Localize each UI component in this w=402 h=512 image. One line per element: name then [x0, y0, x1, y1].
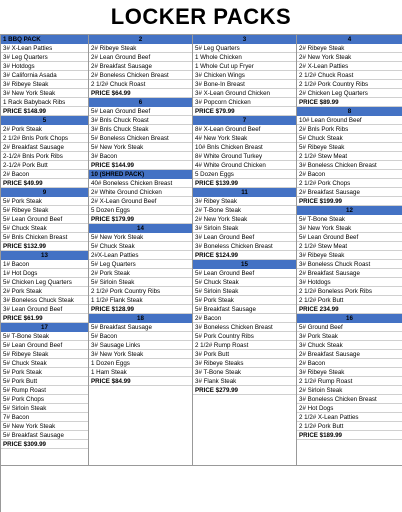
pack-header: 10 (SHRED PACK) — [89, 170, 192, 179]
pack-item: 3# Boneless Chicken Breast — [193, 323, 296, 332]
pack-item: 2 1/2# Stew Meat — [297, 242, 402, 251]
pack-item: 3# Leg Quarters — [1, 53, 88, 62]
pack-item: 5# Chuck Steak — [1, 224, 88, 233]
pack-item: 10# Lean Ground Beef — [297, 116, 402, 125]
pack-item: 5# Bacon — [89, 332, 192, 341]
pack-item: 2 1/2# Stew Meat — [297, 152, 402, 161]
pack-item: 2# New York Steak — [297, 53, 402, 62]
pack-item: 2# White Ground Chicken — [89, 188, 192, 197]
pack-header: 3 — [193, 35, 296, 44]
pack-item: 4# New York Steak — [193, 134, 296, 143]
pack-item: 2# Bacon — [297, 359, 402, 368]
pack-item: 5# Lean Ground Beef — [1, 215, 88, 224]
pack-header: 2 — [89, 35, 192, 44]
pack-item: 3# Lean Ground Beef — [1, 305, 88, 314]
pack-item: 2# Ribeye Steak — [297, 44, 402, 53]
pack-price: PRICE $49.99 — [1, 179, 88, 188]
pack-item: 5# Sirloin Steak — [89, 278, 192, 287]
pack-item: 5# Pork Butt — [1, 377, 88, 386]
pack-header: 11 — [193, 188, 296, 197]
pack-item: 2# Sirloin Steak — [297, 386, 402, 395]
pack-price: PRICE $124.99 — [193, 251, 296, 260]
pack-item: 5# Chuck Steak — [297, 134, 402, 143]
pack-3 — [193, 35, 296, 116]
pack-item: 3# X-Lean Patties — [1, 44, 88, 53]
pack-item: 3# Bacon — [89, 152, 192, 161]
pack-item: 1 Rack Babyback Ribs — [1, 98, 88, 107]
pack-12 — [297, 206, 402, 278]
pack-item: 3# T-Bone Steak — [193, 368, 296, 377]
pack-item: 5# Pork Steak — [1, 197, 88, 206]
pack-item: 2# Bacon — [1, 170, 88, 179]
pack-item: 7# Bacon — [1, 413, 88, 422]
pack-item: 5# Boneless Chicken Breast — [89, 134, 192, 143]
pack-header: 9 — [1, 188, 88, 197]
pack-item: 1 1/2# Flank Steak — [89, 296, 192, 305]
pack-item: 2# T-Bone Steak — [193, 206, 296, 215]
pack-header: 13 — [1, 251, 88, 260]
pack-price: PRICE $64.99 — [89, 89, 192, 98]
pack-item: 3# X-Lean Ground Chicken — [193, 89, 296, 98]
pack-header: 15 — [193, 260, 296, 269]
pack-16 — [297, 314, 402, 440]
pack-item: 3# Ribeye Steaks — [193, 359, 296, 368]
pack-item: 2# Boneless Chicken Breast — [89, 71, 192, 80]
pack-item: 3# Boneless Chicken Breast — [297, 395, 402, 404]
pack-item: 2-1/2# Pork Butt — [1, 161, 88, 170]
pack-item: 2# Breakfast Sausage — [89, 62, 192, 71]
pack-item: 5 Dozen Eggs — [193, 170, 296, 179]
pack-item: 10# Bnls Chicken Breast — [193, 143, 296, 152]
pack-item: 5# Chuck Steak — [1, 359, 88, 368]
pack-header: 14 — [89, 224, 192, 233]
pack-item: 2 1/2# Pork Chops — [297, 179, 402, 188]
pack-item: 2 1/2# Boneless Pork Ribs — [297, 287, 402, 296]
pack-item: 8# X-Lean Ground Beef — [193, 125, 296, 134]
pack-item: 5# Pork Country Ribs — [193, 332, 296, 341]
pack-item: 3# New York Steak — [1, 89, 88, 98]
pack-item: 1 Whole Chicken — [193, 53, 296, 62]
pack-item: 3# Bnls Chuck Roast — [89, 116, 192, 125]
pack-item: 2# Bnls Pork Ribs — [297, 125, 402, 134]
pack-item: 2 1/2# Chuck Roast — [297, 71, 402, 80]
pack-item: 5# T-Bone Steak — [1, 332, 88, 341]
pack-item: 3# Ribey Steak — [193, 197, 296, 206]
pack-item: 5# Lean Ground Beef — [89, 107, 192, 116]
pack-item: 4# White Ground Chicken — [193, 161, 296, 170]
pack-item: 5# Breakfast Sausage — [89, 323, 192, 332]
pack-item: 2#X-Lean Patties — [89, 251, 192, 260]
pack-price: PRICE $199.99 — [297, 197, 402, 206]
column-2 — [89, 35, 193, 466]
pack-item: 2# Chicken Leg Quarters — [297, 89, 402, 98]
pack-price: PRICE $61.99 — [1, 314, 88, 323]
pack-price: PRICE $148.99 — [1, 107, 88, 116]
pack-item: 2 1/2# Pork Butt — [297, 422, 402, 431]
pack-item: 5 Dozen Eggs — [89, 206, 192, 215]
pack-header: 16 — [297, 314, 402, 323]
pack-item: 2 1/2# X-Lean Patties — [297, 413, 402, 422]
pack-header: 7 — [193, 116, 296, 125]
pack-item: 2 1/2# Bnls Pork Chops — [1, 134, 88, 143]
pack-item: 3# Pork Butt — [193, 350, 296, 359]
pack-header: 12 — [297, 206, 402, 215]
pack-item: 5# Bnls Chicken Breast — [1, 233, 88, 242]
pack-price: PRICE $144.99 — [89, 161, 192, 170]
pack-item: 3# Bnls Chuck Steak — [89, 125, 192, 134]
pack-17 — [1, 323, 88, 449]
pack-item: 3# Bone-In Breast — [193, 80, 296, 89]
pack-item: 3# Sirloin Steak — [193, 224, 296, 233]
pack-1 — [1, 35, 88, 116]
pack-price: PRICE $84.99 — [89, 377, 192, 386]
pack-item: 5# Leg Quarters — [193, 44, 296, 53]
pack-item: 2 1/2# Rump Roast — [193, 341, 296, 350]
pack-item: 2# X-Lean Ground Beef — [89, 197, 192, 206]
pack-price: PRICE $189.99 — [297, 431, 402, 440]
pack-item: 3# Hotdogs — [297, 278, 402, 287]
pack-item: 5# Ribeye Steak — [1, 350, 88, 359]
pack-item: 3# New York Steak — [89, 350, 192, 359]
pack-7 — [193, 116, 296, 188]
pack-header: 6 — [89, 98, 192, 107]
pack-item: 5# Pork Steak — [1, 368, 88, 377]
pack-item: 2# Bacon — [297, 170, 402, 179]
pack-item: 2 1/2# Rump Roast — [297, 377, 402, 386]
pack-item: 2# Hot Dogs — [297, 404, 402, 413]
pack-price: PRICE $309.99 — [1, 440, 88, 449]
locker-packs-grid — [0, 34, 402, 512]
pack-header: 5 — [1, 116, 88, 125]
pack-price: PRICE $139.99 — [193, 179, 296, 188]
pack-item: 2# Breakfast Sausage — [297, 188, 402, 197]
pack-item: 5# Chuck Steak — [193, 278, 296, 287]
pack-item: 3# Boneless Chuck Roast — [297, 260, 402, 269]
pack-item: 40# Boneless Chicken Breast — [89, 179, 192, 188]
pack-item: 2# New York Steak — [193, 215, 296, 224]
pack-item: 3# Sausage Links — [89, 341, 192, 350]
pack-header: 1 BBQ PACK — [1, 35, 88, 44]
pack-item: 3# Pork Steak — [297, 332, 402, 341]
pack-item: 2 1/2# Pork Country Ribs — [297, 80, 402, 89]
pack-12-continued — [297, 278, 402, 314]
pack-item: 3# Ribeye Steak — [297, 368, 402, 377]
column-3 — [193, 35, 297, 466]
pack-item: 5# Pork Steak — [193, 296, 296, 305]
pack-item: 5# Ribeye Steak — [297, 143, 402, 152]
pack-item: 5# Rump Roast — [1, 386, 88, 395]
pack-price: PRICE $132.99 — [1, 242, 88, 251]
pack-6 — [89, 98, 192, 170]
pack-item: 3# Popcorn Chicken — [193, 98, 296, 107]
pack-price: PRICE 234.99 — [297, 305, 402, 314]
pack-item: 5# T-Bone Steak — [297, 215, 402, 224]
pack-item: 3# Hotdogs — [1, 62, 88, 71]
pack-item: 3# Boneless Chicken Breast — [193, 242, 296, 251]
pack-item: 2 1/2# Chuck Roast — [89, 80, 192, 89]
pack-18 — [89, 314, 192, 386]
pack-item: 5# Breakfast Sausage — [1, 431, 88, 440]
pack-header: 17 — [1, 323, 88, 332]
pack-item: 3# New York Steak — [297, 224, 402, 233]
pack-item: 2# Pork Steak — [1, 287, 88, 296]
pack-header: 18 — [89, 314, 192, 323]
pack-15 — [193, 260, 296, 332]
pack-item: 1# Hot Dogs — [1, 269, 88, 278]
pack-item: 5# Sirloin Steak — [193, 287, 296, 296]
pack-14 — [89, 224, 192, 314]
pack-item: 2# Ribeye Steak — [89, 44, 192, 53]
pack-item: 3# California Asada — [1, 71, 88, 80]
column-4 — [297, 35, 402, 466]
pack-11 — [193, 188, 296, 260]
pack-item: 5# Chicken Leg Quarters — [1, 278, 88, 287]
pack-item: 1 Ham Steak — [89, 368, 192, 377]
pack-item: 1 Whole Cut up Fryer — [193, 62, 296, 71]
pack-9 — [1, 188, 88, 251]
page-title: LOCKER PACKS — [110, 4, 292, 29]
pack-19 — [193, 341, 296, 395]
pack-item: 3# Ribeye Steak — [297, 251, 402, 260]
pack-item: 5# Chuck Steak — [89, 242, 192, 251]
pack-2 — [89, 35, 192, 98]
pack-item: 2 1/2# Pork Country Ribs — [89, 287, 192, 296]
pack-item: 5# New York Steak — [89, 143, 192, 152]
pack-item: 5# Ground Beef — [297, 323, 402, 332]
pack-item: 5# Ribeye Steak — [1, 206, 88, 215]
pack-item: 1# Bacon — [1, 260, 88, 269]
pack-item: 3# Boneless Chicken Breast — [297, 161, 402, 170]
pack-item: 5# Lean Ground Beef — [193, 269, 296, 278]
pack-item: 2# Breakfast Sausage — [297, 350, 402, 359]
pack-header: 8 — [297, 107, 402, 116]
pack-item: 1 Dozen Eggs — [89, 359, 192, 368]
pack-item: 5# Sirloin Steak — [1, 404, 88, 413]
pack-item: 8# White Ground Turkey — [193, 152, 296, 161]
pack-item: 5# New York Steak — [1, 422, 88, 431]
pack-item: 5# Lean Ground Beef — [297, 233, 402, 242]
pack-price: PRICE $128.99 — [89, 305, 192, 314]
pack-5 — [1, 116, 88, 188]
pack-price: PRICE $279.99 — [193, 386, 296, 395]
pack-item: 2# Pork Steak — [1, 125, 88, 134]
pack-item: 5# Lean Ground Beef — [1, 341, 88, 350]
pack-13 — [1, 251, 88, 323]
pack-item: 3# Ribeye Steak — [1, 80, 88, 89]
pack-price: PRICE $179.99 — [89, 215, 192, 224]
pack-item: 2# Breakfast Sausage — [1, 143, 88, 152]
pack-item: 2# Pork Steak — [89, 269, 192, 278]
pack-item: 3# Boneless Chuck Steak — [1, 296, 88, 305]
pack-item: 3# Chicken Wings — [193, 71, 296, 80]
pack-item: 3# Chuck Steak — [297, 341, 402, 350]
pack-item: 2# Lean Ground Beef — [89, 53, 192, 62]
pack-header: 4 — [297, 35, 402, 44]
pack-item: 5# New York Steak — [89, 233, 192, 242]
pack-15-continued — [193, 332, 296, 341]
pack-item: 2# Bacon — [193, 314, 296, 323]
pack-item: 3# Lean Ground Beef — [193, 233, 296, 242]
pack-item: 2# Breakfast Sausage — [297, 269, 402, 278]
pack-item: 5# Breakfast Sausage — [193, 305, 296, 314]
pack-item: 3# Flank Steak — [193, 377, 296, 386]
pack-8 — [297, 107, 402, 206]
pack-price: PRICE $79.99 — [193, 107, 296, 116]
pack-item: 5# Leg Quarters — [89, 260, 192, 269]
pack-price: PRICE $89.99 — [297, 98, 402, 107]
pack-item: 2-1/2# Bnls Pork Ribs — [1, 152, 88, 161]
pack-item: 2 1/2# Pork Butt — [297, 296, 402, 305]
pack-4 — [297, 35, 402, 107]
column-1 — [1, 35, 89, 466]
pack-item: 2# X-Lean Patties — [297, 62, 402, 71]
pack-10 — [89, 170, 192, 224]
pack-item: 5# Pork Chops — [1, 395, 88, 404]
